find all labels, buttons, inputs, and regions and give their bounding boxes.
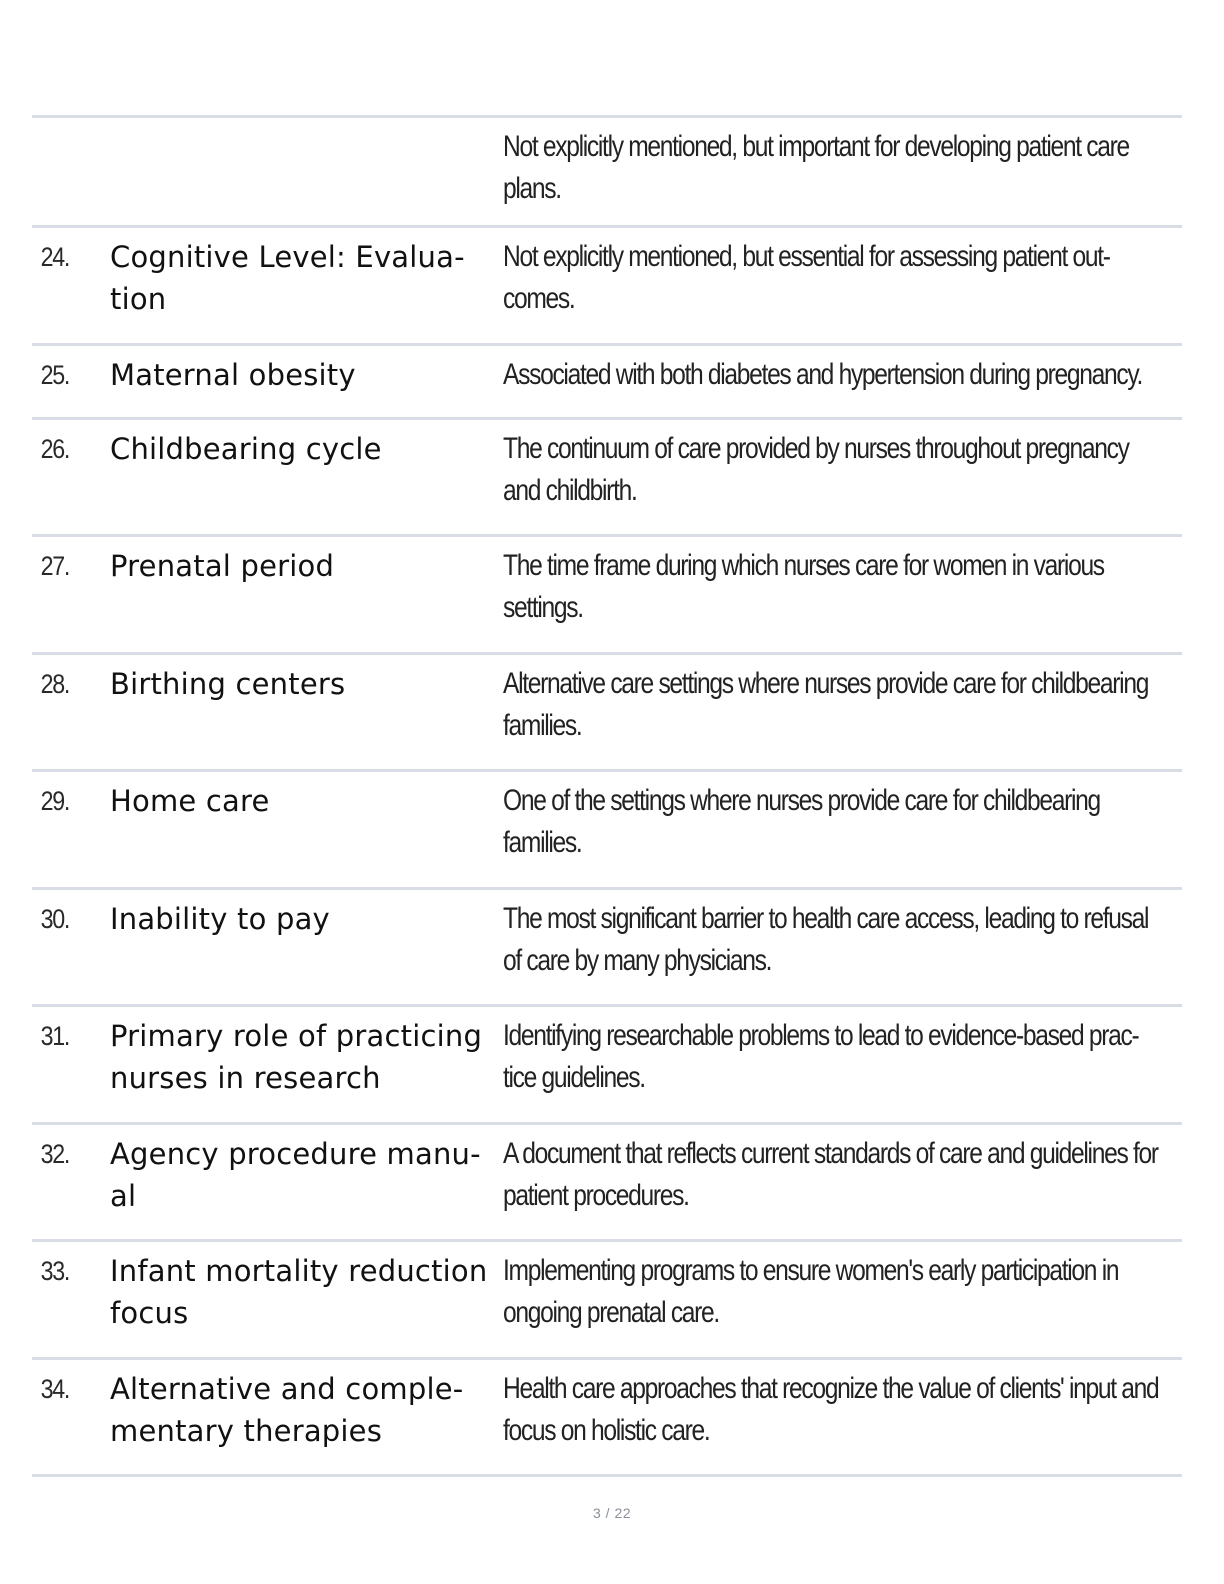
row-term: Prenatal period — [110, 549, 335, 583]
table-row — [32, 118, 1182, 228]
row-term: Primary role of practicing nurses in research — [110, 1019, 483, 1095]
row-number: 27. — [40, 551, 70, 581]
table-row — [32, 420, 1182, 538]
row-description: Associated with both diabetes and hypertension during pregnancy. — [503, 357, 1143, 391]
row-description: The continuum of care provided by nurses throughout pregnancy and childbirth. — [503, 431, 1129, 507]
row-number: 33. — [40, 1256, 70, 1286]
table-row — [32, 890, 1182, 1008]
row-number: 30. — [40, 903, 70, 934]
table-row — [32, 537, 1182, 655]
page-indicator: 3 / 22 — [592, 1505, 632, 1521]
row-term: Inability to pay — [110, 901, 330, 936]
row-number: 34. — [40, 1373, 70, 1404]
table-row — [32, 655, 1182, 773]
row-description: One of the settings where nurses provide care for childbearing families. — [503, 784, 1100, 859]
row-number: 29. — [40, 786, 70, 816]
row-term: Cognitive Level: Evalua- tion — [110, 240, 465, 316]
table-row — [32, 1125, 1182, 1243]
row-term: Birthing centers — [110, 666, 346, 701]
row-number: 24. — [40, 242, 70, 272]
row-description: Not explicitly mentioned, but important for developing patient care plans. — [503, 130, 1129, 205]
table-row — [32, 772, 1182, 890]
row-number: 26. — [40, 433, 70, 464]
row-description: The most significant barrier to health care access, leading to refusal of care by many physicians. — [503, 901, 1149, 977]
table-row — [32, 228, 1182, 346]
table-row — [32, 1360, 1182, 1478]
table-row — [32, 346, 1182, 420]
row-description: Alternative care settings where nurses provide care for childbearing families. — [503, 666, 1149, 742]
table-row — [32, 1242, 1182, 1360]
row-description: The time frame during which nurses care for women in various settings. — [503, 549, 1104, 624]
row-description: Implementing programs to ensure women's early participation in ongoing prenatal care. — [503, 1254, 1119, 1329]
row-description: A document that reflects current standards of care and guidelines for patient procedures. — [503, 1136, 1158, 1212]
row-number: 32. — [40, 1138, 70, 1169]
row-description: Identifying researchable problems to lead to evidence-based prac- tice guidelines. — [503, 1019, 1139, 1094]
row-term: Agency procedure manu- al — [110, 1136, 481, 1213]
table-row — [32, 1007, 1182, 1125]
row-number: 25. — [40, 359, 70, 390]
row-term: Home care — [110, 784, 270, 818]
row-number: 28. — [40, 668, 70, 699]
row-term: Alternative and comple- mentary therapies — [110, 1371, 464, 1448]
row-term: Infant mortality reduction focus — [110, 1254, 488, 1330]
row-term: Maternal obesity — [110, 357, 356, 392]
glossary-table — [32, 115, 1182, 1477]
row-description: Not explicitly mentioned, but essential for assessing patient out- comes. — [503, 240, 1110, 315]
row-description: Health care approaches that recognize the value of clients' input and focus on holistic care. — [503, 1371, 1159, 1447]
row-term: Childbearing cycle — [110, 431, 382, 466]
row-number: 31. — [40, 1021, 70, 1051]
